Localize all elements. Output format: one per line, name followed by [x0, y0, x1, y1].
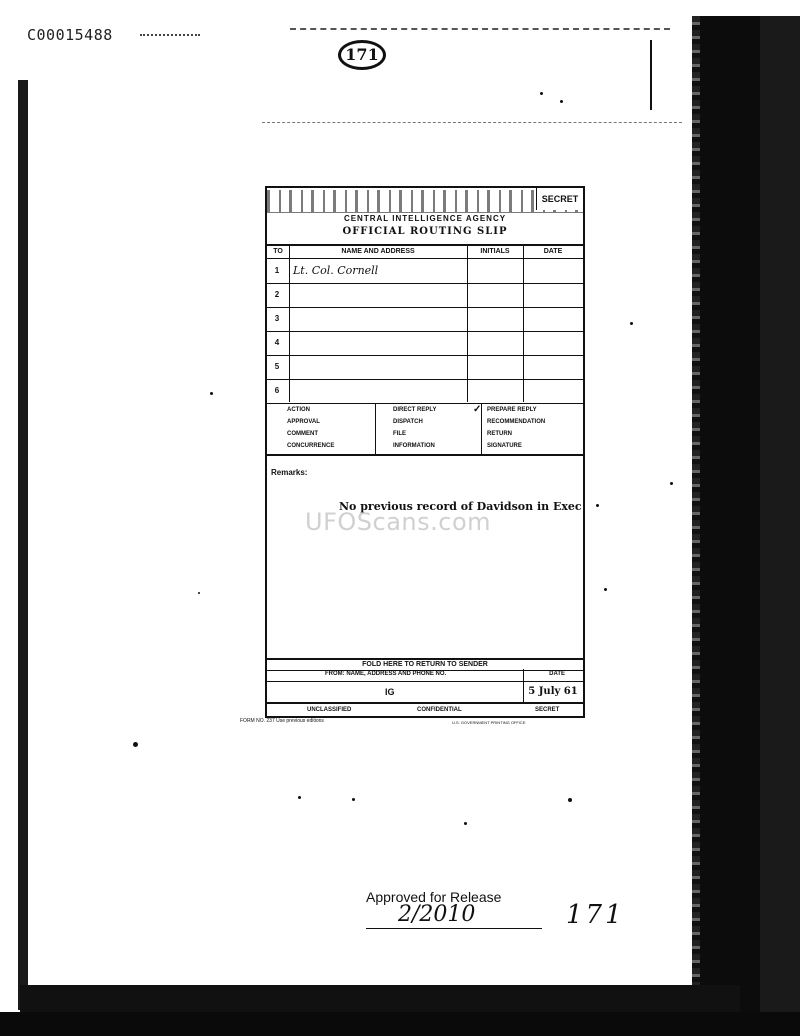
- corner-bracket: [650, 40, 672, 110]
- scan-speck: [133, 742, 138, 747]
- routing-row: [267, 259, 583, 284]
- row-number: 3: [274, 314, 280, 323]
- col-name-address: NAME AND ADDRESS: [341, 248, 415, 255]
- row-number: 4: [274, 338, 280, 347]
- classification-secret: SECRET: [535, 707, 560, 713]
- fold-instruction: FOLD HERE TO RETURN TO SENDER: [267, 658, 583, 671]
- handwritten-page-number: 171: [566, 900, 625, 930]
- agency-name: CENTRAL INTELLIGENCE AGENCY: [343, 214, 507, 223]
- action-label: INFORMATION: [393, 443, 435, 449]
- scan-right-margin: [760, 16, 800, 1016]
- date-label: DATE: [549, 671, 565, 677]
- grid-line: [375, 404, 376, 454]
- row-number: 6: [274, 386, 280, 395]
- header-rule: [262, 122, 682, 123]
- watermark: UFOScans.com: [305, 508, 491, 536]
- classification-confidential: CONFIDENTIAL: [417, 707, 462, 713]
- row-addressee: Lt. Col. Cornell: [293, 264, 379, 277]
- from-label: FROM: NAME, ADDRESS AND PHONE NO.: [325, 671, 447, 677]
- action-label: SIGNATURE: [487, 443, 522, 449]
- action-label: APPROVAL: [287, 419, 320, 425]
- action-label: FILE: [393, 431, 406, 437]
- scan-right-edge: [700, 16, 760, 1016]
- action-label: COMMENT: [287, 431, 318, 437]
- scan-speck: [540, 92, 543, 95]
- action-label: CONCURRENCE: [287, 443, 335, 449]
- checkmark-icon: ✓: [473, 404, 482, 415]
- action-label: DISPATCH: [393, 419, 423, 425]
- routing-row: [267, 379, 583, 404]
- scan-speck: [604, 588, 607, 591]
- slip-title: OFFICIAL ROUTING SLIP: [342, 226, 508, 237]
- circled-page-number: 171: [338, 40, 386, 70]
- scan-speck: [630, 322, 633, 325]
- scan-speck: [568, 798, 572, 802]
- form-number: FORM NO. 237 Use previous editions: [240, 718, 324, 724]
- from-value: IG: [385, 687, 395, 697]
- action-label: RETURN: [487, 431, 512, 437]
- scan-bottom-margin: [0, 1012, 800, 1036]
- action-label: ACTION: [287, 407, 310, 413]
- action-checkbox-grid: [267, 404, 583, 456]
- scan-speck: [210, 392, 213, 395]
- scan-left-edge: [18, 80, 28, 1010]
- routing-row: [267, 283, 583, 308]
- routing-row: [267, 355, 583, 380]
- approved-for-release-label: Approved for Release: [366, 889, 502, 905]
- col-date: DATE: [543, 248, 563, 255]
- printer-line: U.S. GOVERNMENT PRINTING OFFICE: [452, 720, 526, 725]
- routing-row: [267, 331, 583, 356]
- scan-speck: [670, 482, 673, 485]
- scan-speck: [352, 798, 355, 801]
- col-to: TO: [273, 248, 283, 255]
- from-header-row: [267, 669, 583, 682]
- date-value: 5 July 61: [528, 686, 578, 697]
- remarks-text: No previous record of Davidson in Exec: [339, 500, 582, 513]
- document-id-leader: [140, 34, 200, 36]
- row-number: 2: [274, 290, 280, 299]
- slip-header: [267, 188, 583, 246]
- release-signature-line: [366, 928, 542, 929]
- action-label: DIRECT REPLY: [393, 407, 437, 413]
- action-label: RECOMMENDATION: [487, 419, 546, 425]
- row-number: 1: [274, 266, 280, 275]
- scan-bottom-edge: [20, 985, 740, 1015]
- row-number: 5: [274, 362, 280, 371]
- classification-row: [267, 702, 583, 716]
- release-date: 2/2010: [398, 902, 476, 927]
- scan-speck: [198, 592, 200, 594]
- scan-speck: [560, 100, 563, 103]
- document-id: C00015488: [27, 26, 113, 44]
- action-label-checked: [473, 404, 537, 416]
- top-dashed-line: [290, 28, 670, 30]
- remarks-label: Remarks:: [271, 468, 308, 477]
- scan-speck: [298, 796, 301, 799]
- scan-speck: [596, 504, 599, 507]
- classification-unclassified: UNCLASSIFIED: [307, 707, 352, 713]
- scan-speck: [464, 822, 467, 825]
- action-label: PREPARE REPLY: [487, 407, 537, 413]
- routing-slip: [265, 186, 585, 718]
- col-initials: INITIALS: [480, 248, 510, 255]
- classification-box: SECRET: [536, 188, 583, 210]
- routing-row: [267, 307, 583, 332]
